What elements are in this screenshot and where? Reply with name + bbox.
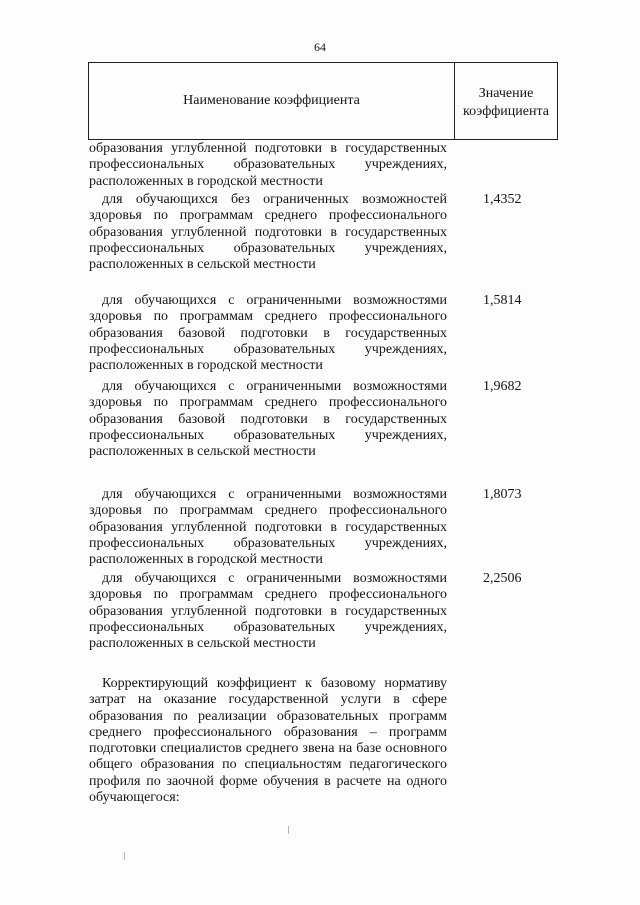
scan-mark [288,826,289,834]
coefficient-value: 1,5814 [483,293,522,308]
header-value-column [455,85,557,121]
coefficient-name: для обучающихся с ограниченными возможностями здоровья по программам среднего профессионального образования базовой подготовки в государственных профессиональных образовательных учреждениях, расположенных в городской местности [89,293,447,374]
coefficient-value: 1,8073 [483,487,522,502]
header-value-line-2: коэффициента [463,104,549,119]
coefficient-name: для обучающихся без ограниченных возможностей здоровья по программам среднего профессионального образования углубленной подготовки в государственных профессиональных образовательных учреждениях, расположенных в сельской местности [89,192,447,273]
coefficient-name: для обучающихся с ограниченными возможностями здоровья по программам среднего профессионального образования углубленной подготовки в государственных профессиональных образовательных учреждениях, расположенных в городской местности [89,487,447,568]
coefficient-name: образования углубленной подготовки в государственных профессиональных образовательных учреждениях, расположенных в городской местности [89,141,447,189]
coefficient-value: 1,9682 [483,379,522,394]
coefficient-name: для обучающихся с ограниченными возможностями здоровья по программам среднего профессионального образования базовой подготовки в государственных профессиональных образовательных учреждениях, расположенных в сельской местности [89,379,447,460]
coefficient-value: 2,2506 [483,571,522,586]
coefficient-name: для обучающихся с ограниченными возможностями здоровья по программам среднего профессионального образования углубленной подготовки в государственных профессиональных образовательных учреждениях, расположенных в сельской местности [89,571,447,652]
header-name-column: Наименование коэффициента [183,93,360,108]
page-number: 64 [314,40,326,54]
table-header [88,62,558,140]
scan-mark [124,852,125,860]
header-value-line-1: Значение [478,86,534,101]
closing-paragraph: Корректирующий коэффициент к базовому нормативу затрат на оказание государственной услуги в сфере образования по реализации образовательных программ среднего профессионального образования – программ подготовки специалистов среднего звена на базе основного общего образования по специальностям педагогического профиля по заочной форме обучения в расчете на одного обучающегося: [89,676,447,806]
coefficient-value: 1,4352 [483,192,522,207]
